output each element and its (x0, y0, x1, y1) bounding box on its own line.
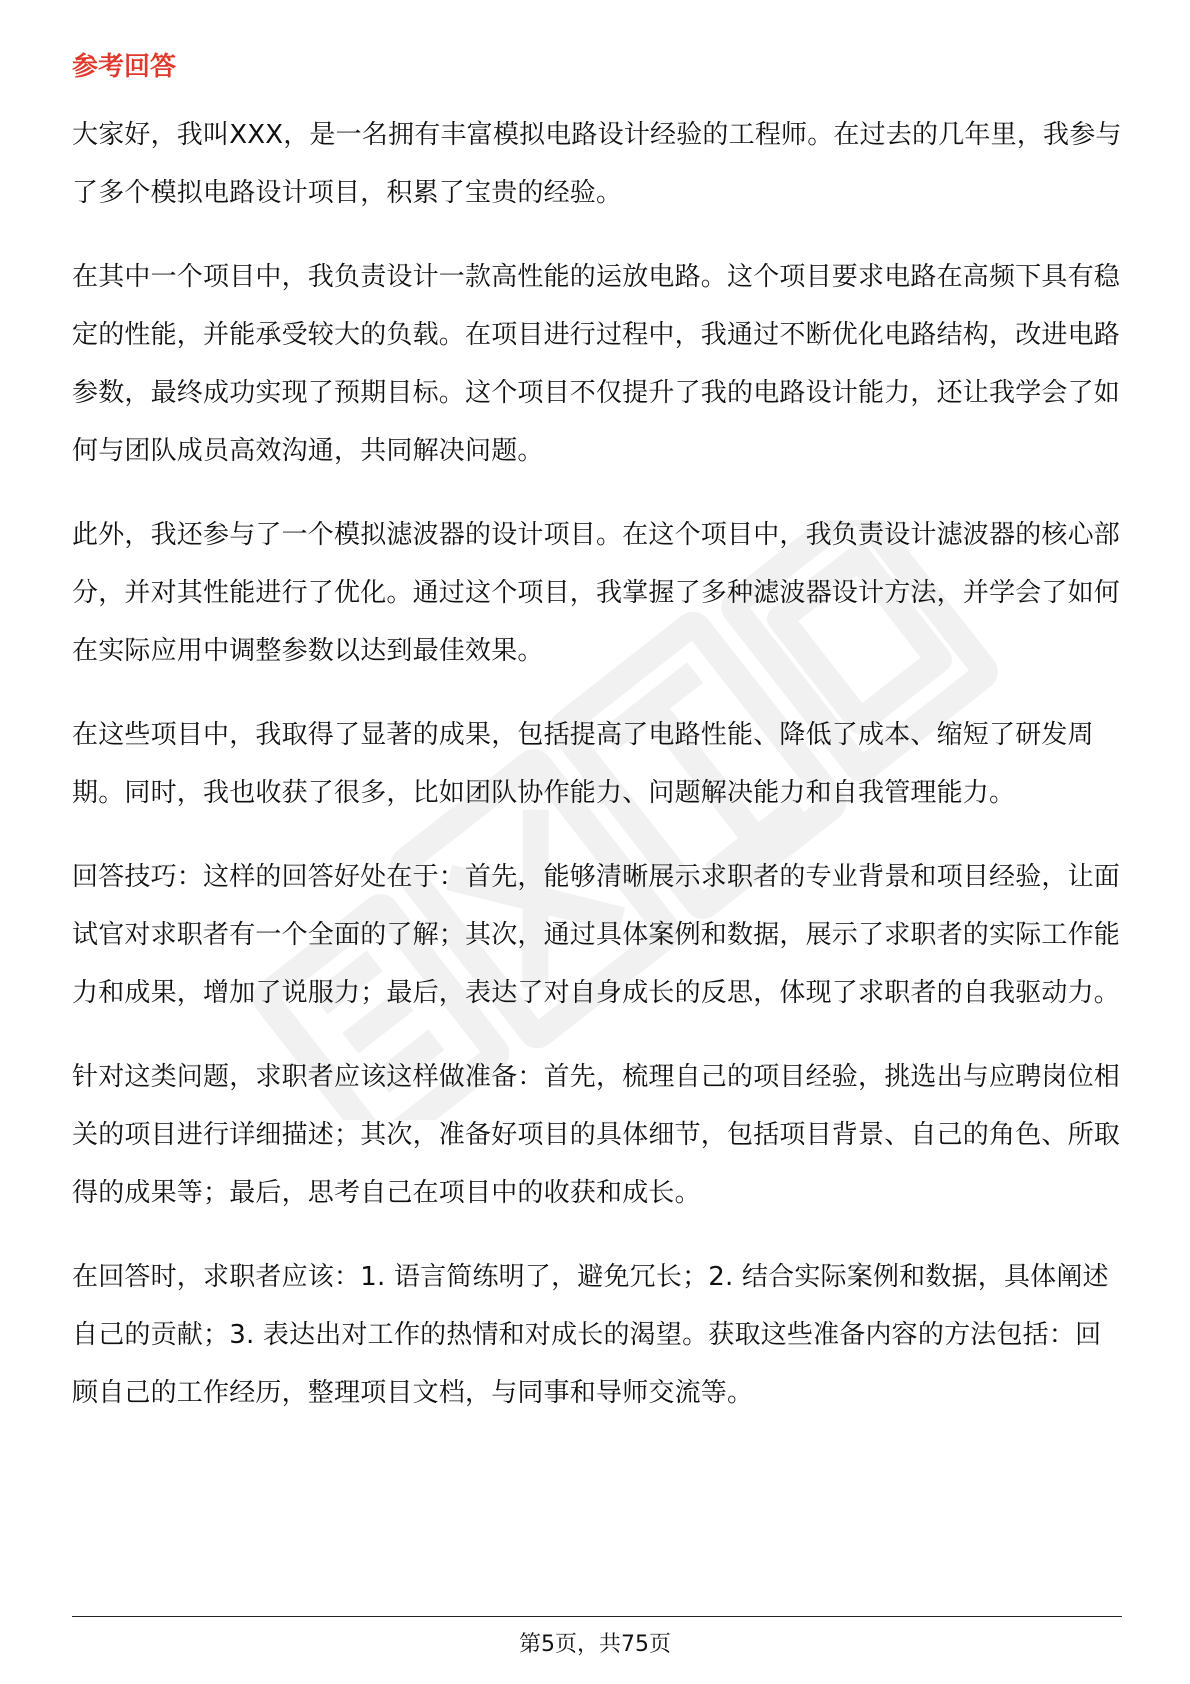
paragraph-intro: 大家好，我叫XXX，是一名拥有丰富模拟电路设计经验的工程师。在过去的几年里，我参与了多个模拟电路设计项目，积累了宝贵的经验。 (72, 120, 1122, 208)
document-content (72, 48, 1122, 1448)
paragraph-preparation: 针对这类问题，求职者应该这样做准备：首先，梳理自己的项目经验，挑选出与应聘岗位相关的项目进行详细描述；其次，准备好项目的具体细节，包括项目背景、自己的角色、所取得的成果等；最后，思考自己在项目中的收获和成长。 (72, 1062, 1121, 1208)
paragraph-answer-tips: 回答技巧：这样的回答好处在于：首先，能够清晰展示求职者的专业背景和项目经验，让面试官对求职者有一个全面的了解；其次，通过具体案例和数据，展示了求职者的实际工作能力和成果，增加了说服力；最后，表达了对自身成长的反思，体现了求职者的自我驱动力。 (72, 862, 1121, 1008)
paragraph-answering-advice: 在回答时，求职者应该：1. 语言简练明了，避免冗长；2. 结合实际案例和数据，具体阐述自己的贡献；3. 表达出对工作的热情和对成长的渴望。获取这些准备内容的方法包括：回顾自己的工作经历，整理项目文档，与同事和导师交流等。 (72, 1262, 1109, 1408)
footer-divider (72, 1616, 1122, 1617)
paragraph-filter-project: 此外，我还参与了一个模拟滤波器的设计项目。在这个项目中，我负责设计滤波器的核心部分，并对其性能进行了优化。通过这个项目，我掌握了多种滤波器设计方法，并学会了如何在实际应用中调整参数以达到最佳效果。 (72, 520, 1121, 666)
page-number: 第5页，共75页 (519, 1632, 671, 1657)
paragraph-achievements: 在这些项目中，我取得了显著的成果，包括提高了电路性能、降低了成本、缩短了研发周期。同时，我也收获了很多，比如团队协作能力、问题解决能力和自我管理能力。 (72, 720, 1094, 808)
paragraph-opamp-project: 在其中一个项目中，我负责设计一款高性能的运放电路。这个项目要求电路在高频下具有稳定的性能，并能承受较大的负载。在项目进行过程中，我通过不断优化电路结构，改进电路参数，最终成功实现了预期目标。这个项目不仅提升了我的电路设计能力，还让我学会了如何与团队成员高效沟通，共同解决问题。 (72, 262, 1121, 466)
section-title: 参考回答 (72, 52, 177, 82)
